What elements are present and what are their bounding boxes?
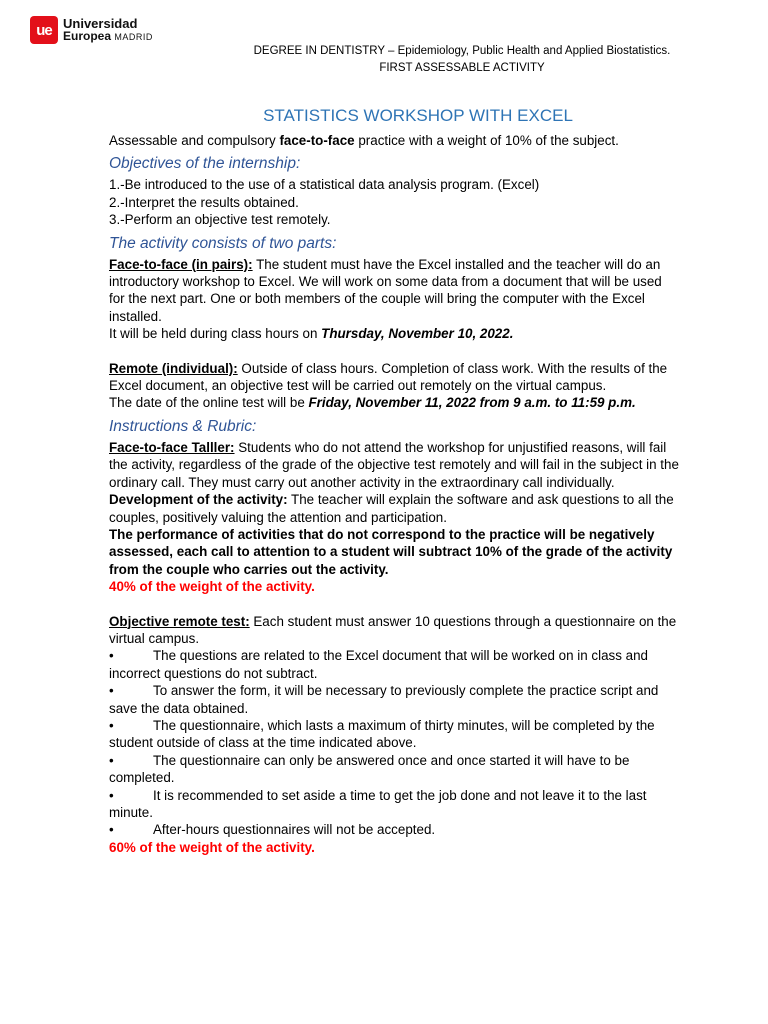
document-title: STATISTICS WORKSHOP WITH EXCEL <box>263 106 573 125</box>
list-item: • The questionnaire, which lasts a maximum of thirty minutes, will be completed by the student outside of class at the time indicated above. <box>109 717 655 751</box>
objective-item: 3.-Perform an objective test remotely. <box>109 212 331 228</box>
parts-heading: The activity consists of two parts: <box>109 234 337 252</box>
bullet-icon: • <box>109 648 114 664</box>
list-item: • After-hours questionnaires will not be accepted. <box>109 822 436 838</box>
document-header <box>0 43 768 77</box>
document-body <box>109 132 679 856</box>
face-to-face-paragraph: Face-to-face (in pairs): The student must have the Excel installed and the teacher will do an introductory workshop to Excel. We will work on some data from a document that will be used for the next part. One or both members of the couple will bring the computer with the Excel installed. <box>109 256 662 324</box>
header-line1: DEGREE IN DENTISTRY – Epidemiology, Public Health and Applied Biostatistics. <box>253 45 671 57</box>
instructions-heading: Instructions & Rubric: <box>109 417 257 435</box>
weight-40: 40% of the weight of the activity. <box>109 579 315 595</box>
logo-line1: Universidad <box>63 15 138 31</box>
logo-text <box>63 17 153 44</box>
bullet-icon: • <box>109 787 114 803</box>
objective-item: 1.-Be introduced to the use of a statistical data analysis program. (Excel) <box>109 177 540 193</box>
logo-line2: Europea MADRID <box>63 28 153 43</box>
remote-date: The date of the online test will be Friday, November 11, 2022 from 9 a.m. to 11:59 p.m. <box>109 395 636 411</box>
objective-item: 2.-Interpret the results obtained. <box>109 194 299 210</box>
objective-test-paragraph: Objective remote test: Each student must answer 10 questions through a questionnaire on the virtual campus. <box>109 613 677 646</box>
intro-paragraph: Assessable and compulsory face-to-face practice with a weight of 10% of the subject. <box>109 133 619 148</box>
remote-paragraph: Remote (individual): Outside of class hours. Completion of class work. With the results of the Excel document, an objective test will be carried out remotely on the virtual campus. <box>109 360 668 394</box>
list-item: • The questions are related to the Excel document that will be worked on in class and incorrect questions do not subtract. <box>109 648 648 681</box>
ue-logo-icon: ue <box>30 16 58 44</box>
weight-60: 60% of the weight of the activity. <box>109 839 315 855</box>
face-to-face-date: It will be held during class hours on Thursday, November 10, 2022. <box>109 326 514 342</box>
objectives-heading: Objectives of the internship: <box>109 155 301 173</box>
bullet-icon: • <box>109 822 114 838</box>
list-item: • To answer the form, it will be necessary to previously complete the practice script and save the data obtained. <box>109 683 659 716</box>
warning-paragraph: The performance of activities that do not correspond to the practice will be negatively assessed, each call to attention to a student will subtract 10% of the grade of the activity from the couple who carries out the activity. <box>109 526 673 577</box>
list-item: • The questionnaire can only be answered once and once started it will have to be completed. <box>109 752 630 786</box>
list-item: • It is recommended to set aside a time to get the job done and not leave it to the last minute. <box>109 787 647 820</box>
bullet-icon: • <box>109 717 114 733</box>
header-line2: FIRST ASSESSABLE ACTIVITY <box>379 62 545 74</box>
talller-paragraph: Face-to-face Talller: Students who do not attend the workshop for unjustified reasons, will fail the activity, regardless of the grade of the objective test remotely and will fail in the subject in the ordinary call. They must carry out another activity in the extraordinary call individually. <box>109 439 679 490</box>
bullet-icon: • <box>109 752 114 768</box>
bullet-icon: • <box>109 683 114 699</box>
university-logo <box>30 16 153 44</box>
development-paragraph: Development of the activity: The teacher will explain the software and ask questions to all the couples, positively valuing the attention and participation. <box>109 492 674 525</box>
